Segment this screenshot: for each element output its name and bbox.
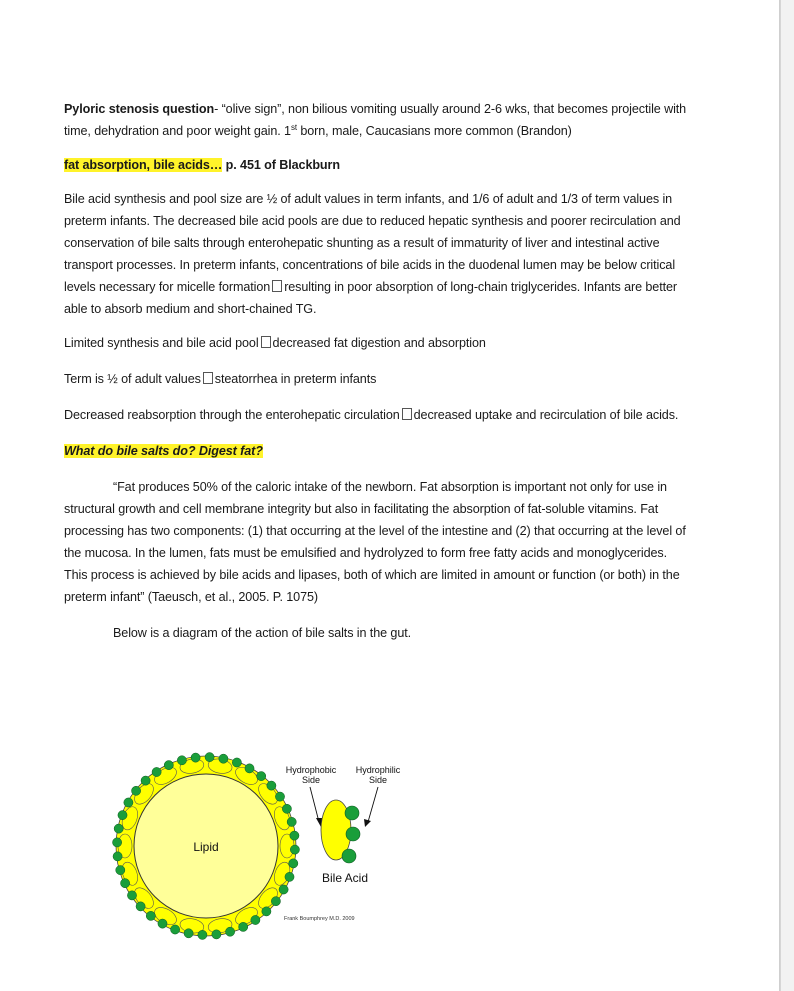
bile-acid-head xyxy=(271,897,280,906)
bile-acid-head xyxy=(136,902,145,911)
bile-acid-head xyxy=(177,756,186,765)
bile-acid-head xyxy=(113,852,122,861)
bile-acid-head xyxy=(191,753,200,762)
bile-acid-head xyxy=(345,806,359,820)
bile-acid-head xyxy=(279,885,288,894)
bile-acid-head xyxy=(198,930,207,939)
hydrophobic-label-line1: Hydrophobic xyxy=(285,765,337,775)
bile-acid-head xyxy=(232,758,241,767)
arrow-symbol-icon xyxy=(272,280,282,292)
hydrophilic-label-line2: Side xyxy=(368,775,388,785)
bile-acid-head xyxy=(346,827,360,841)
bile-acid-head xyxy=(275,792,284,801)
bile-acid-head xyxy=(171,925,180,934)
diagram-svg xyxy=(100,752,420,942)
bile-acid-head xyxy=(257,772,266,781)
paragraph-text: Bile acid synthesis and pool size are ½ of adult values in term infants, and 1/6 of adult and 1/3 of term values in preterm infants. The decreased bile acid pools are due to reduced hepatic synthesis and poorer recirculation and conservation of bile salts through enterohepatic shunting as a result of immaturity of liver and intestinal active transport processes. In preterm infants, concentrations of bile acids in the duodenal lumen may be below critical levels necessary for micelle formation xyxy=(64,192,681,294)
line-text: Limited synthesis and bile acid pool xyxy=(64,336,259,350)
bile-acid-head xyxy=(290,845,299,854)
arrow-symbol-icon xyxy=(261,336,271,348)
line-decreased-reabsorption xyxy=(64,404,692,426)
line-text: Term is ½ of adult values xyxy=(64,372,201,386)
bile-acid-head xyxy=(226,927,235,936)
diagram-credit: Frank Boumphrey M.D. 2009 xyxy=(284,916,355,922)
arrow-symbol-icon xyxy=(203,372,213,384)
bile-acid-head xyxy=(127,891,136,900)
bile-acid-head xyxy=(114,824,123,833)
bile-acid-head xyxy=(141,776,150,785)
bile-acid-head xyxy=(158,919,167,928)
hydrophilic-arrow-head-icon xyxy=(364,819,371,827)
diagram-intro: Below is a diagram of the action of bile salts in the gut. xyxy=(113,626,412,640)
bold-lead: Pyloric stenosis question xyxy=(64,102,215,116)
line-text: Decreased reabsorption through the enterohepatic circulation xyxy=(64,408,400,422)
arrow-symbol-icon xyxy=(402,408,412,420)
heading-rest: p. 451 of Blackburn xyxy=(222,158,340,172)
line-term-values xyxy=(64,368,692,390)
hydrophobic-arrow-line xyxy=(310,787,319,822)
scrollbar[interactable] xyxy=(780,0,794,991)
highlighted-heading: What do bile salts do? Digest fat? xyxy=(64,444,263,458)
bile-acid-head xyxy=(262,907,271,916)
heading-bile-salts xyxy=(64,440,692,462)
hydrophilic-arrow-line xyxy=(368,787,378,822)
bile-acid-head xyxy=(289,859,298,868)
bile-acid-head xyxy=(245,764,254,773)
hydrophilic-label-line1: Hydrophilic xyxy=(355,765,401,775)
bile-acid-head xyxy=(124,798,133,807)
line-text: decreased uptake and recirculation of bile acids. xyxy=(413,408,679,422)
line-limited-synthesis xyxy=(64,332,692,354)
paragraph-pyloric-stenosis xyxy=(64,98,692,142)
superscript: st xyxy=(290,122,297,132)
paragraph-text: resulting in poor absorption of long-chain triglycerides. Infants are better able to absorb medium and short-chained TG. xyxy=(64,280,678,316)
bile-acid-head xyxy=(132,786,141,795)
bile-salt-diagram xyxy=(100,752,420,942)
bile-acid-head xyxy=(184,929,193,938)
bile-acid-head xyxy=(164,761,173,770)
document-body xyxy=(64,98,692,644)
paragraph-bile-acid-synthesis xyxy=(64,188,692,320)
bile-acid-head xyxy=(267,781,276,790)
bile-acid-head xyxy=(113,838,122,847)
hydrophobic-label-line2: Side xyxy=(301,775,321,785)
lipid-label: Lipid xyxy=(193,840,219,854)
highlighted-heading: fat absorption, bile acids… xyxy=(64,158,223,172)
bile-acid-head xyxy=(118,811,127,820)
bile-acid-head xyxy=(285,872,294,881)
bile-acid-head xyxy=(205,753,214,762)
bile-acid-head xyxy=(219,754,228,763)
bile-acid-head xyxy=(290,831,299,840)
line-text: steatorrhea in preterm infants xyxy=(214,372,377,386)
bile-acid-head xyxy=(239,922,248,931)
heading-fat-absorption xyxy=(64,154,692,176)
bile-acid-head xyxy=(251,915,260,924)
bile-acid-head xyxy=(287,817,296,826)
bile-acid-head xyxy=(342,849,356,863)
bile-acid-label: Bile Acid xyxy=(321,871,369,885)
bile-acid-head xyxy=(282,804,291,813)
paragraph-text: born, male, Caucasians more common (Brandon) xyxy=(296,124,572,138)
bile-acid-head xyxy=(146,911,155,920)
bile-acid-head xyxy=(116,866,125,875)
quote-paragraph: “Fat produces 50% of the caloric intake of the newborn. Fat absorption is important not only for use in structural growth and cell membrane integrity but also in facilitating the absorption of fat-soluble vitamins. Fat processing has two components: (1) that occurring at the level of the intestine and (2) that occurring at the level of the mucosa. In the lumen, fats must be emulsified and hydrolyzed to form free fatty acids and monoglycerides. This process is achieved by bile acids and lipases, both of which are limited in amount or function (or both) in the preterm infant” (Taeusch, et al., 2005. P. 1075) xyxy=(64,480,686,604)
bile-acid-head xyxy=(121,879,130,888)
line-text: decreased fat digestion and absorption xyxy=(272,336,486,350)
bile-acid-head xyxy=(152,767,161,776)
paragraph-text: - “olive sign”, non bilious vomiting usually around 2-6 wks, that becomes projectile with time, dehydration and poor weight gain. 1 xyxy=(64,102,687,138)
bile-acid-head xyxy=(212,930,221,939)
